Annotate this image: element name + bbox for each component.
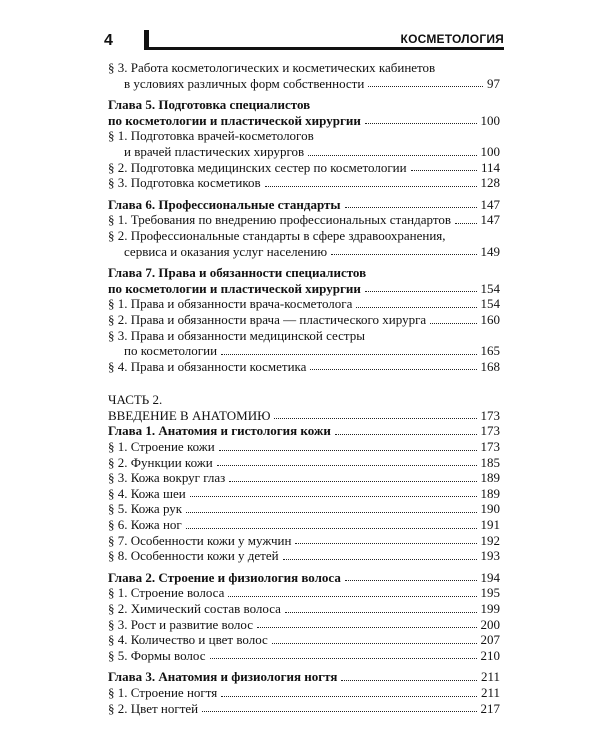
toc-entry-section[interactable]: [108, 312, 500, 328]
toc-page-number: 147: [480, 196, 500, 212]
toc-entry-section[interactable]: [108, 517, 500, 533]
toc-entry-text: § 4. Количество и цвет волос: [108, 632, 268, 648]
toc-entry-text: § 1. Требования по внедрению профессиональных стандартов: [108, 212, 451, 228]
toc-page-number: 100: [480, 112, 500, 128]
leader-dots: [356, 307, 476, 308]
leader-dots: [341, 680, 477, 681]
running-title: КОСМЕТОЛОГИЯ: [400, 32, 504, 46]
toc-page-number: 154: [480, 296, 500, 312]
toc-entry-section[interactable]: [108, 501, 500, 517]
toc-entry-section[interactable]: [108, 60, 500, 91]
toc-page-number: 97: [487, 75, 500, 91]
leader-dots: [411, 170, 477, 171]
leader-dots: [265, 186, 477, 187]
toc-entry-text: ВВЕДЕНИЕ В АНАТОМИЮ: [108, 407, 271, 423]
toc-entry-text: Глава 6. Профессиональные стандарты: [108, 196, 341, 212]
toc-entry-section[interactable]: [108, 617, 500, 633]
toc-entry-text: § 3. Работа косметологических и косметических кабинетов: [108, 60, 436, 75]
leader-dots: [345, 580, 477, 581]
leader-dots: [186, 512, 476, 513]
toc-page-number: 191: [480, 517, 500, 533]
toc-page-number: 160: [480, 311, 500, 327]
toc-page-number: 100: [480, 143, 500, 159]
leader-dots: [365, 291, 477, 292]
leader-dots: [345, 207, 477, 208]
leader-dots: [295, 543, 476, 544]
toc-page-number: 207: [480, 632, 500, 648]
toc-page-number: 147: [480, 212, 500, 228]
leader-dots: [310, 369, 476, 370]
toc-entry-section[interactable]: [108, 160, 500, 176]
toc-page-number: 199: [480, 601, 500, 616]
toc-entry-text: § 2. Функции кожи: [108, 454, 213, 470]
toc-entry-text: § 3. Кожа вокруг глаз: [108, 470, 226, 486]
toc-page-number: 210: [480, 647, 500, 663]
toc-page-number: 185: [480, 454, 500, 470]
leader-dots: [455, 223, 477, 224]
toc-entry-section[interactable]: [108, 439, 500, 455]
leader-dots: [221, 696, 477, 697]
toc-entry-text: Глава 1. Анатомия и гистология кожи: [108, 423, 331, 439]
toc-entry-text: по косметологии: [124, 343, 218, 359]
toc-entry-section[interactable]: [108, 328, 500, 359]
toc-entry-text: в условиях различных форм собственности: [124, 75, 365, 91]
table-of-contents: [108, 60, 500, 716]
toc-entry-text: § 5. Кожа рук: [108, 501, 183, 517]
toc-entry-text: § 2. Профессиональные стандарты в сфере здравоохранения,: [108, 227, 446, 243]
toc-entry-text: § 5. Формы волос: [108, 647, 206, 663]
leader-dots: [274, 418, 476, 419]
toc-entry-text: § 1. Права и обязанности врача-косметолога: [108, 296, 353, 312]
toc-entry-text: § 6. Кожа ног: [108, 517, 182, 533]
toc-entry-text: по косметологии и пластической хирургии: [108, 112, 361, 128]
toc-page-number: 128: [480, 175, 500, 191]
leader-dots: [308, 155, 476, 156]
toc-entry-chapter[interactable]: [108, 265, 500, 296]
page-header: [104, 30, 504, 52]
toc-entry-part[interactable]: [108, 392, 500, 423]
toc-entry-section[interactable]: [108, 648, 500, 664]
toc-entry-text: § 8. Особенности кожи у детей: [108, 548, 279, 564]
toc-entry-chapter[interactable]: [108, 197, 500, 213]
toc-entry-text: § 2. Химический состав волоса: [108, 601, 281, 616]
toc-page-number: 195: [480, 585, 500, 601]
toc-entry-section[interactable]: [108, 585, 500, 601]
toc-page-number: 211: [480, 684, 500, 700]
toc-page-number: 168: [480, 358, 500, 374]
leader-dots: [210, 658, 477, 659]
leader-dots: [190, 496, 477, 497]
toc-entry-text: § 2. Цвет ногтей: [108, 700, 199, 716]
leader-dots: [221, 354, 476, 355]
toc-part-label: ЧАСТЬ 2.: [108, 392, 163, 408]
toc-page-number: 154: [480, 280, 500, 296]
toc-page-number: 173: [480, 439, 500, 455]
leader-dots: [283, 559, 477, 560]
toc-page-number: 189: [480, 485, 500, 501]
toc-entry-text: § 3. Рост и развитие волос: [108, 616, 254, 632]
leader-dots: [186, 528, 477, 529]
toc-entry-chapter[interactable]: [108, 97, 500, 128]
toc-entry-section[interactable]: [108, 486, 500, 502]
toc-page-number: 194: [480, 569, 500, 585]
leader-dots: [331, 254, 476, 255]
toc-entry-section[interactable]: [108, 601, 500, 617]
toc-entry-section[interactable]: [108, 228, 500, 259]
toc-entry-text: § 2. Подготовка медицинских сестер по косметологии: [108, 159, 407, 175]
leader-dots: [219, 450, 477, 451]
toc-entry-section[interactable]: [108, 548, 500, 564]
toc-entry-chapter[interactable]: [108, 669, 500, 685]
toc-page-number: 173: [480, 407, 500, 423]
leader-dots: [272, 643, 477, 644]
toc-entry-text: § 1. Строение кожи: [108, 439, 215, 455]
leader-dots: [229, 481, 476, 482]
toc-entry-text: § 1. Строение волоса: [108, 585, 225, 601]
header-rule: [144, 47, 504, 50]
toc-entry-chapter[interactable]: [108, 570, 500, 586]
toc-entry-section[interactable]: [108, 296, 500, 312]
toc-page-number: 149: [480, 243, 500, 259]
leader-dots: [257, 627, 476, 628]
toc-page-number: 192: [480, 532, 500, 548]
toc-entry-text: § 7. Особенности кожи у мужчин: [108, 532, 292, 548]
leader-dots: [335, 434, 477, 435]
toc-entry-text: Глава 2. Строение и физиология волоса: [108, 569, 341, 585]
toc-entry-section[interactable]: [108, 359, 500, 375]
toc-entry-section[interactable]: [108, 701, 500, 717]
toc-page-number: 173: [480, 423, 500, 439]
toc-entry-text: § 2. Права и обязанности врача — пластического хирурга: [108, 311, 427, 327]
toc-entry-chapter[interactable]: [108, 423, 500, 439]
toc-entry-text: Глава 3. Анатомия и физиология ногтя: [108, 669, 338, 685]
leader-dots: [202, 711, 476, 712]
toc-entry-section[interactable]: [108, 685, 500, 701]
leader-dots: [217, 465, 477, 466]
toc-page-number: 165: [480, 343, 500, 359]
toc-page-number: 217: [480, 700, 500, 716]
toc-page-number: 190: [480, 501, 500, 517]
toc-page-number: 189: [480, 470, 500, 486]
toc-entry-text: § 1. Строение ногтя: [108, 684, 218, 700]
toc-entry-text: § 1. Подготовка врачей-косметологов: [108, 128, 314, 144]
toc-entry-section[interactable]: [108, 175, 500, 191]
toc-entry-text: § 4. Права и обязанности косметика: [108, 358, 307, 374]
toc-entry-text: сервиса и оказания услуг населению: [124, 243, 328, 259]
leader-dots: [365, 123, 477, 124]
toc-entry-section[interactable]: [108, 128, 500, 159]
toc-page-number: 211: [480, 669, 500, 685]
toc-page-number: 114: [480, 159, 500, 175]
toc-entry-section[interactable]: [108, 470, 500, 486]
leader-dots: [228, 596, 476, 597]
toc-entry-text: § 3. Подготовка косметиков: [108, 175, 261, 191]
toc-entry-section[interactable]: [108, 533, 500, 549]
toc-entry-section[interactable]: [108, 632, 500, 648]
leader-dots: [430, 323, 476, 324]
leader-dots: [285, 612, 477, 613]
toc-entry-text: § 3. Права и обязанности медицинской сестры: [108, 327, 365, 343]
leader-dots: [368, 86, 483, 87]
toc-entry-text: Глава 5. Подготовка специалистов: [108, 97, 311, 113]
toc-page-number: 200: [480, 616, 500, 632]
page-number: 4: [104, 32, 113, 49]
toc-entry-text: Глава 7. Права и обязанности специалистов: [108, 265, 367, 281]
toc-entry-section[interactable]: [108, 455, 500, 471]
toc-page-number: 193: [480, 548, 500, 564]
toc-entry-section[interactable]: [108, 212, 500, 228]
toc-entry-text: по косметологии и пластической хирургии: [108, 280, 361, 296]
toc-entry-text: и врачей пластических хирургов: [124, 143, 305, 159]
toc-entry-text: § 4. Кожа шеи: [108, 485, 186, 501]
